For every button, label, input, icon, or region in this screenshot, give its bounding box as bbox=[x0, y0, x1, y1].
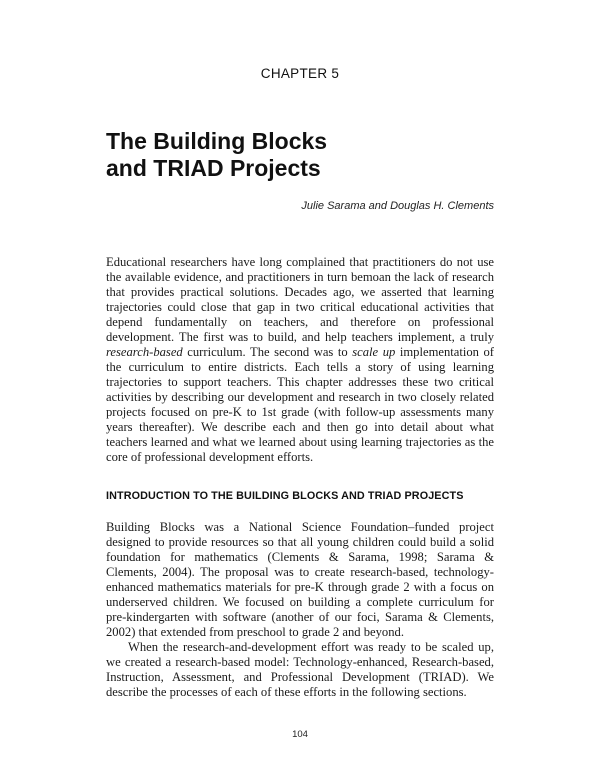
chapter-title bbox=[106, 128, 506, 182]
intro-emphasis-research-based: research-based bbox=[106, 345, 183, 359]
intro-paragraph bbox=[106, 255, 494, 465]
intro-emphasis-scale-up: scale up bbox=[352, 345, 396, 359]
section-paragraph-1: Building Blocks was a National Science Foundation–funded project designed to provide resources so that all young children could build a solid foundation for mathematics (Clements & Sarama, 1998; Sarama & Clements, 2004). The proposal was to create research-based, technology-enhanced mathematics materials for pre-K through grade 2 with a focus on underserved children. We focused on building a complete curriculum for pre-kindergarten with software (another of our foci, Sarama & Clements, 2002) that extended from preschool to grade 2 and beyond. bbox=[106, 520, 494, 639]
intro-section bbox=[106, 255, 494, 465]
section-paragraph-2: When the research-and-development effort was ready to be scaled up, we created a research-based model: Technology-enhanced, Research-based, Instruction, Assessment, and Professional Development (TRIAD). We describe the processes of each of these efforts in the following sections. bbox=[106, 640, 494, 699]
intro-text-part-1: Educational researchers have long complained that practitioners do not use the available evidence, and practitioners in turn bemoan the lack of research that provides practical solutions. Decades ago, we asserted that learning trajectories could close that gap in two critical educational activities that depend fundamentally on teachers, and therefore on professional development. The first was to build, and help teachers implement, a truly bbox=[106, 255, 494, 344]
chapter-label: CHAPTER 5 bbox=[260, 66, 340, 81]
chapter-title-line-2: and TRIAD Projects bbox=[106, 155, 321, 181]
chapter-title-line-1: The Building Blocks bbox=[106, 128, 328, 154]
intro-text-part-2: curriculum. The second was to bbox=[182, 345, 353, 359]
page-number: 104 bbox=[292, 729, 308, 740]
chapter-authors: Julie Sarama and Douglas H. Clements bbox=[301, 200, 494, 212]
section-heading: INTRODUCTION TO THE BUILDING BLOCKS AND TRIAD PROJECTS bbox=[106, 490, 464, 502]
section-body bbox=[106, 520, 494, 700]
intro-text-part-3: implementation of the curriculum to entire districts. Each tells a story of using learning trajectories to support teachers. This chapter addresses these two critical activities by describing our development and research in two closely related projects focused on pre-K to 1st grade (with follow-up assessments many years thereafter). We describe each and then go into detail about what teachers learned and what we learned about using learning trajectories as the core of professional development efforts. bbox=[106, 345, 494, 464]
